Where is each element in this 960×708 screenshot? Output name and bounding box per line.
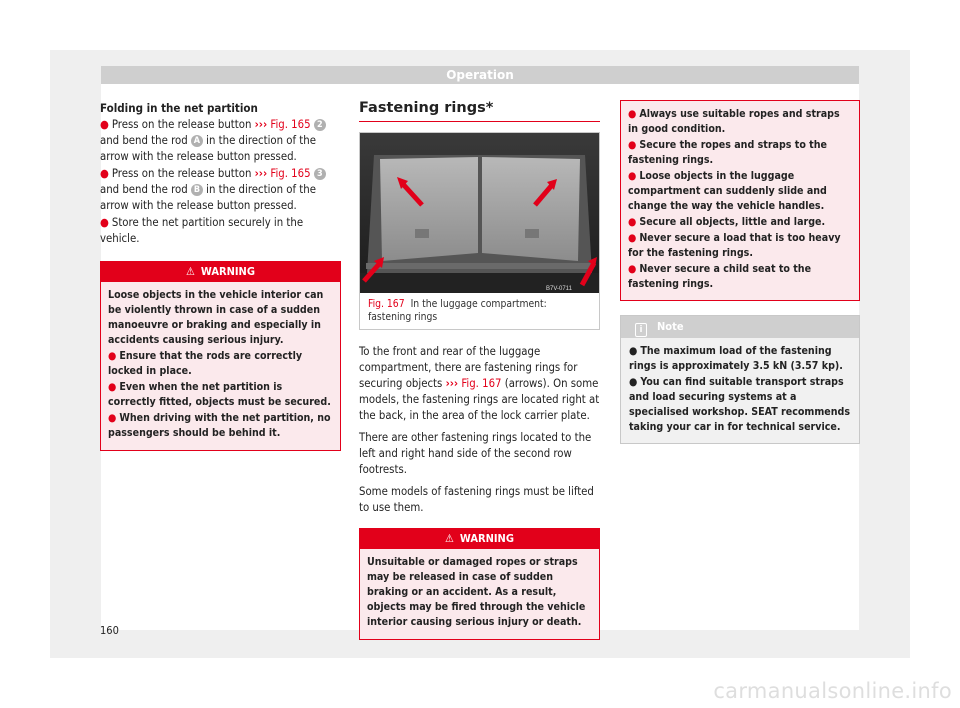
warning-bullet: ● Loose objects in the luggage compartment can suddenly slide and change the way the vehicle handles. — [628, 170, 827, 212]
warning-bullet: ● When driving with the net partition, no passengers should be behind it. — [108, 412, 331, 439]
warning-bullet: ● Never secure a child seat to the fastening rings. — [628, 263, 812, 290]
arrows-icon: ››› — [445, 377, 459, 390]
note-body — [621, 338, 859, 443]
warning-icon: ⚠ — [186, 265, 195, 278]
callout-number: 3 — [314, 168, 326, 180]
note-bullet: ● You can find suitable transport straps and load securing systems at a specialised workshop. SEAT recommends taking your car in for technical service. — [629, 376, 850, 433]
figure-link[interactable]: Fig. 165 — [267, 167, 311, 180]
figure-label: Fig. 167 — [368, 298, 405, 310]
step-item: ● Press on the release button ››› Fig. 165 2 and bend the rod A in the direction of the arrow with the release button pressed. — [100, 117, 341, 165]
luggage-compartment-image — [360, 133, 599, 293]
figure-link[interactable]: Fig. 165 — [267, 118, 311, 131]
column-left — [100, 100, 341, 451]
bullet-icon: ● — [108, 350, 117, 362]
bullet-icon: ● — [628, 139, 637, 151]
warning-bullet: ● Secure all objects, little and large. — [628, 216, 826, 228]
paragraph: There are other fastening rings located to the left and right hand side of the second row footrests. — [359, 431, 592, 476]
warning-continuation-box — [620, 100, 860, 301]
warning-text: Unsuitable or damaged ropes or straps may be released in case of sudden braking or an accident. As a result, objects may be fired through the vehicle interior causing serious injury or death. — [367, 556, 586, 628]
bullet-icon: ● — [108, 412, 117, 424]
warning-bullet: ● Always use suitable ropes and straps in good condition. — [628, 108, 840, 135]
figure-link[interactable]: Fig. 167 — [458, 377, 502, 390]
bullet-icon: ● — [628, 232, 637, 244]
warning-intro: Loose objects in the vehicle interior can be violently thrown in case of a sudden manoeuvre or braking and especially in accidents causing serious injury. — [108, 289, 324, 346]
page-header: Operation — [101, 66, 859, 84]
subsection-title: Folding in the net partition — [100, 101, 258, 115]
arrows-icon: ››› — [254, 167, 268, 180]
page-number: 160 — [100, 624, 119, 637]
info-icon: i — [635, 323, 647, 337]
paragraph: To the front and rear of the luggage compartment, there are fastening rings for securing objects ››› Fig. 167 (arrows). On some models, the fastening rings are located right at the back, in the area of the lock carrier plate. — [359, 345, 600, 422]
warning-box — [359, 528, 600, 640]
bullet-icon: ● — [100, 216, 109, 229]
warning-bullet: ● Even when the net partition is correctly fitted, objects must be secured. — [108, 381, 331, 408]
watermark: carmanualsonline.info — [713, 679, 952, 703]
bullet-icon: ● — [100, 167, 109, 180]
paragraph: Some models of fastening rings must be lifted to use them. — [359, 485, 594, 514]
section-title: Fastening rings* — [359, 100, 600, 122]
bullet-icon: ● — [108, 381, 117, 393]
step-item: ● Store the net partition securely in the vehicle. — [100, 216, 304, 245]
warning-header: ⚠ WARNING — [360, 529, 599, 549]
warning-bullet: ● Never secure a load that is too heavy for the fastening rings. — [628, 232, 841, 259]
column-right — [620, 100, 860, 444]
warning-body — [360, 549, 599, 639]
note-box — [620, 315, 860, 444]
callout-number: 2 — [314, 119, 326, 131]
bullet-icon: ● — [628, 108, 637, 120]
bullet-icon: ● — [100, 118, 109, 131]
column-middle — [359, 100, 600, 640]
figure-code: B7V-0711 — [546, 286, 572, 292]
warning-icon: ⚠ — [445, 532, 454, 545]
warning-body — [101, 282, 340, 450]
warning-box — [100, 261, 341, 451]
figure-167 — [359, 132, 600, 330]
arrows-icon: ››› — [254, 118, 268, 131]
callout-letter: A — [191, 135, 203, 147]
warning-header: ⚠ WARNING — [101, 262, 340, 282]
note-bullet: ● The maximum load of the fastening rings is approximately 3.5 kN (3.57 kp). — [629, 345, 843, 372]
bullet-icon: ● — [629, 376, 638, 388]
bullet-icon: ● — [628, 216, 637, 228]
warning-bullet: ● Ensure that the rods are correctly locked in place. — [108, 350, 303, 377]
note-header: i Note — [621, 316, 859, 338]
callout-letter: B — [191, 184, 203, 196]
bullet-icon: ● — [629, 345, 638, 357]
bullet-icon: ● — [628, 170, 637, 182]
warning-bullet: ● Secure the ropes and straps to the fastening rings. — [628, 139, 827, 166]
figure-caption: Fig. 167 In the luggage compartment: fastening rings — [368, 298, 547, 323]
step-item: ● Press on the release button ››› Fig. 165 3 and bend the rod B in the direction of the arrow with the release button pressed. — [100, 166, 341, 214]
bullet-icon: ● — [628, 263, 637, 275]
